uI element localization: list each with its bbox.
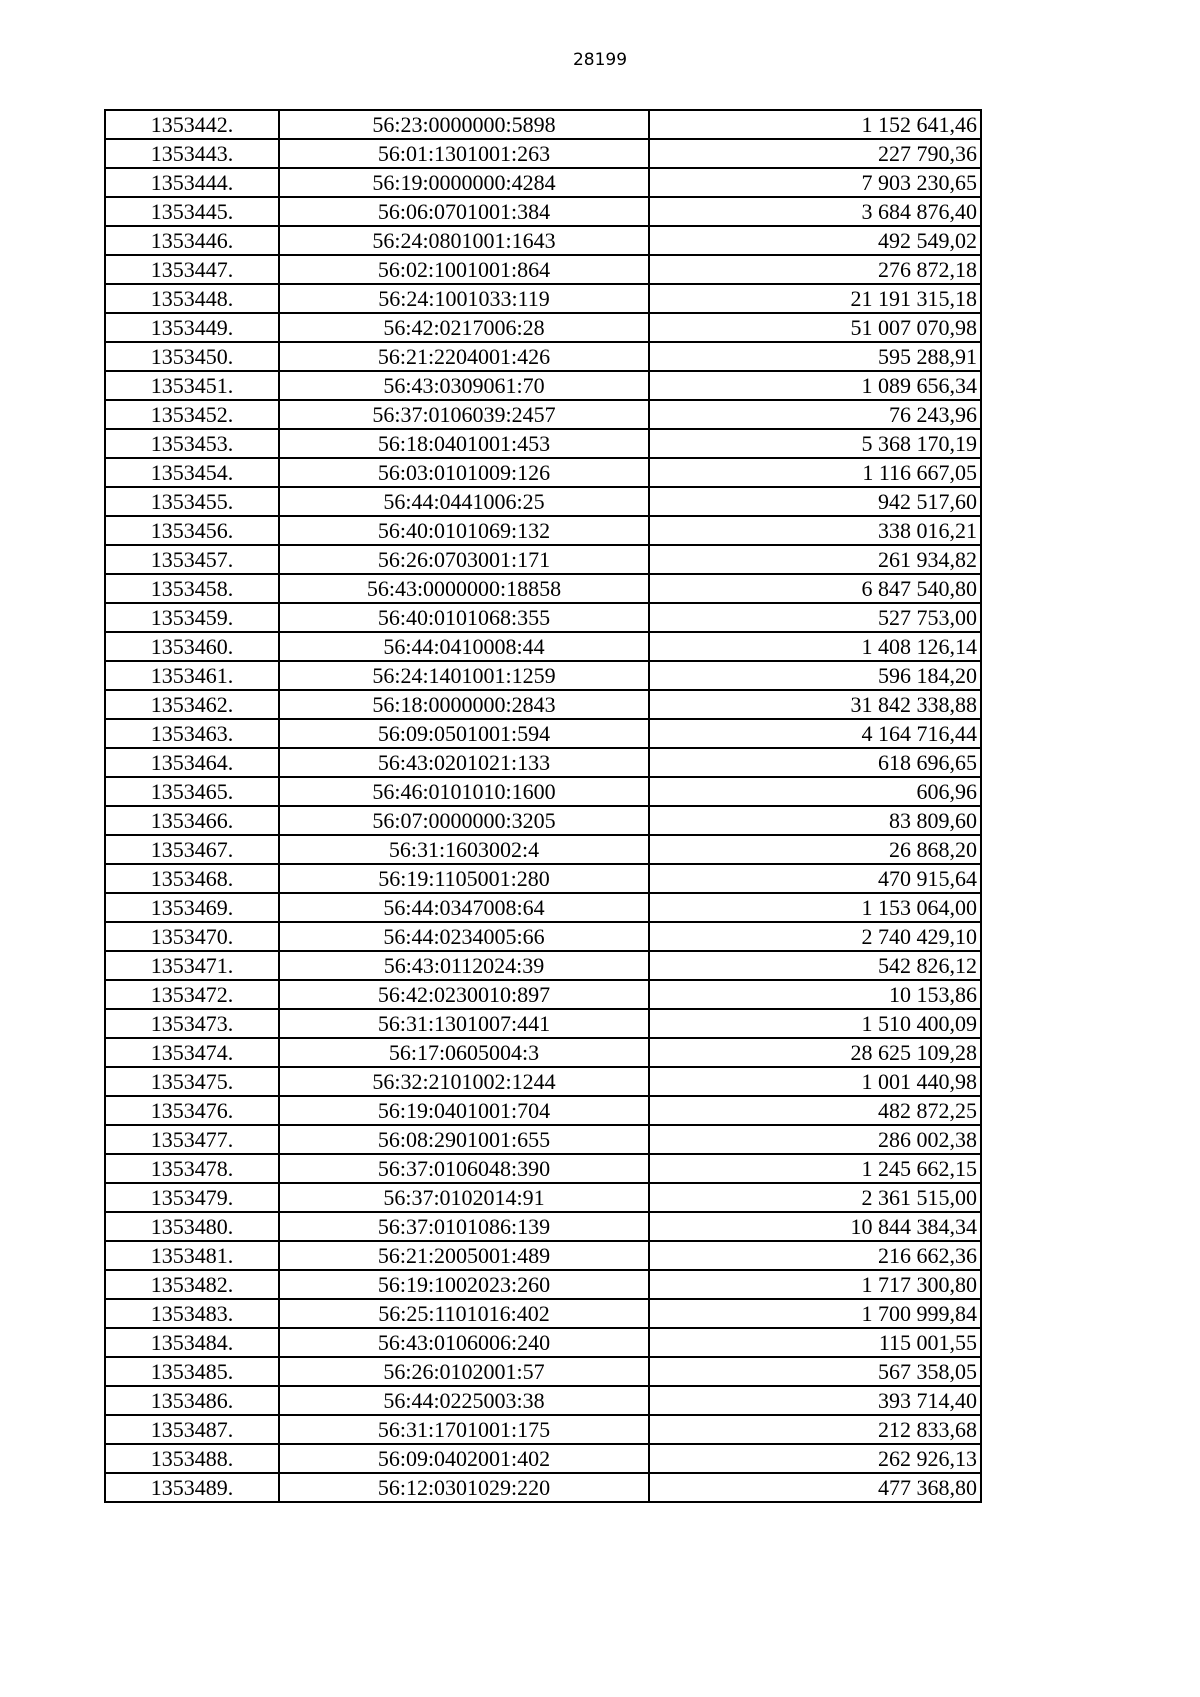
- row-number-cell: 1353459.: [105, 603, 279, 632]
- cadastral-number-cell: 56:42:0230010:897: [279, 980, 649, 1009]
- cadastral-value-cell: 262 926,13: [649, 1444, 981, 1473]
- cadastral-number-cell: 56:19:1002023:260: [279, 1270, 649, 1299]
- table-row: [105, 1415, 981, 1444]
- cadastral-value-cell: 567 358,05: [649, 1357, 981, 1386]
- cadastral-value-cell: 338 016,21: [649, 516, 981, 545]
- cadastral-number-cell: 56:17:0605004:3: [279, 1038, 649, 1067]
- cadastral-value-cell: 4 164 716,44: [649, 719, 981, 748]
- table-row: [105, 1270, 981, 1299]
- table-row: [105, 139, 981, 168]
- table-row: [105, 1386, 981, 1415]
- row-number-cell: 1353483.: [105, 1299, 279, 1328]
- table-row: [105, 835, 981, 864]
- cadastral-value-cell: 1 001 440,98: [649, 1067, 981, 1096]
- row-number-cell: 1353473.: [105, 1009, 279, 1038]
- cadastral-value-cell: 276 872,18: [649, 255, 981, 284]
- row-number-cell: 1353456.: [105, 516, 279, 545]
- cadastral-number-cell: 56:06:0701001:384: [279, 197, 649, 226]
- cadastral-number-cell: 56:21:2204001:426: [279, 342, 649, 371]
- cadastral-number-cell: 56:44:0225003:38: [279, 1386, 649, 1415]
- row-number-cell: 1353480.: [105, 1212, 279, 1241]
- cadastral-number-cell: 56:18:0401001:453: [279, 429, 649, 458]
- row-number-cell: 1353472.: [105, 980, 279, 1009]
- cadastral-number-cell: 56:31:1301007:441: [279, 1009, 649, 1038]
- row-number-cell: 1353474.: [105, 1038, 279, 1067]
- table-row: [105, 371, 981, 400]
- row-number-cell: 1353467.: [105, 835, 279, 864]
- table-row: [105, 864, 981, 893]
- row-number-cell: 1353461.: [105, 661, 279, 690]
- cadastral-number-cell: 56:43:0112024:39: [279, 951, 649, 980]
- cadastral-number-cell: 56:43:0106006:240: [279, 1328, 649, 1357]
- cadastral-number-cell: 56:44:0410008:44: [279, 632, 649, 661]
- table-row: [105, 1241, 981, 1270]
- row-number-cell: 1353463.: [105, 719, 279, 748]
- cadastral-number-cell: 56:37:0101086:139: [279, 1212, 649, 1241]
- cadastral-number-cell: 56:31:1603002:4: [279, 835, 649, 864]
- row-number-cell: 1353481.: [105, 1241, 279, 1270]
- cadastral-value-cell: 83 809,60: [649, 806, 981, 835]
- row-number-cell: 1353471.: [105, 951, 279, 980]
- cadastral-number-cell: 56:09:0402001:402: [279, 1444, 649, 1473]
- row-number-cell: 1353452.: [105, 400, 279, 429]
- table-row: [105, 429, 981, 458]
- cadastral-value-cell: 596 184,20: [649, 661, 981, 690]
- table-row: [105, 922, 981, 951]
- table-row: [105, 545, 981, 574]
- cadastral-value-cell: 542 826,12: [649, 951, 981, 980]
- cadastral-number-cell: 56:18:0000000:2843: [279, 690, 649, 719]
- cadastral-value-cell: 28 625 109,28: [649, 1038, 981, 1067]
- table-row: [105, 1038, 981, 1067]
- table-row: [105, 255, 981, 284]
- row-number-cell: 1353449.: [105, 313, 279, 342]
- table-row: [105, 719, 981, 748]
- cadastral-value-cell: 1 152 641,46: [649, 110, 981, 139]
- table-row: [105, 458, 981, 487]
- row-number-cell: 1353454.: [105, 458, 279, 487]
- cadastral-value-cell: 10 153,86: [649, 980, 981, 1009]
- table-row: [105, 226, 981, 255]
- cadastral-value-table: [104, 109, 982, 1503]
- row-number-cell: 1353479.: [105, 1183, 279, 1212]
- row-number-cell: 1353453.: [105, 429, 279, 458]
- cadastral-value-cell: 6 847 540,80: [649, 574, 981, 603]
- cadastral-number-cell: 56:42:0217006:28: [279, 313, 649, 342]
- table-row: [105, 951, 981, 980]
- table-row: [105, 342, 981, 371]
- cadastral-value-cell: 2 361 515,00: [649, 1183, 981, 1212]
- cadastral-value-cell: 2 740 429,10: [649, 922, 981, 951]
- row-number-cell: 1353451.: [105, 371, 279, 400]
- cadastral-value-cell: 393 714,40: [649, 1386, 981, 1415]
- row-number-cell: 1353469.: [105, 893, 279, 922]
- cadastral-number-cell: 56:07:0000000:3205: [279, 806, 649, 835]
- cadastral-number-cell: 56:25:1101016:402: [279, 1299, 649, 1328]
- table-row: [105, 487, 981, 516]
- cadastral-value-cell: 1 089 656,34: [649, 371, 981, 400]
- cadastral-number-cell: 56:37:0106039:2457: [279, 400, 649, 429]
- cadastral-number-cell: 56:26:0102001:57: [279, 1357, 649, 1386]
- cadastral-value-cell: 618 696,65: [649, 748, 981, 777]
- table-row: [105, 661, 981, 690]
- cadastral-value-cell: 606,96: [649, 777, 981, 806]
- cadastral-value-cell: 1 153 064,00: [649, 893, 981, 922]
- cadastral-number-cell: 56:02:1001001:864: [279, 255, 649, 284]
- table-row: [105, 574, 981, 603]
- cadastral-number-cell: 56:12:0301029:220: [279, 1473, 649, 1502]
- row-number-cell: 1353442.: [105, 110, 279, 139]
- table-row: [105, 313, 981, 342]
- table-row: [105, 1154, 981, 1183]
- row-number-cell: 1353455.: [105, 487, 279, 516]
- row-number-cell: 1353444.: [105, 168, 279, 197]
- row-number-cell: 1353450.: [105, 342, 279, 371]
- row-number-cell: 1353466.: [105, 806, 279, 835]
- table-row: [105, 168, 981, 197]
- cadastral-value-cell: 1 510 400,09: [649, 1009, 981, 1038]
- cadastral-number-cell: 56:32:2101002:1244: [279, 1067, 649, 1096]
- cadastral-number-cell: 56:24:0801001:1643: [279, 226, 649, 255]
- row-number-cell: 1353475.: [105, 1067, 279, 1096]
- row-number-cell: 1353489.: [105, 1473, 279, 1502]
- table-row: [105, 806, 981, 835]
- cadastral-value-cell: 1 700 999,84: [649, 1299, 981, 1328]
- table-row: [105, 690, 981, 719]
- table-row: [105, 197, 981, 226]
- cadastral-number-cell: 56:40:0101069:132: [279, 516, 649, 545]
- table-row: [105, 1096, 981, 1125]
- row-number-cell: 1353468.: [105, 864, 279, 893]
- cadastral-number-cell: 56:19:0000000:4284: [279, 168, 649, 197]
- cadastral-value-cell: 5 368 170,19: [649, 429, 981, 458]
- row-number-cell: 1353457.: [105, 545, 279, 574]
- table-row: [105, 1299, 981, 1328]
- cadastral-number-cell: 56:24:1401001:1259: [279, 661, 649, 690]
- table-body: [105, 110, 981, 1502]
- cadastral-number-cell: 56:08:2901001:655: [279, 1125, 649, 1154]
- table-row: [105, 1125, 981, 1154]
- row-number-cell: 1353464.: [105, 748, 279, 777]
- row-number-cell: 1353445.: [105, 197, 279, 226]
- cadastral-number-cell: 56:37:0102014:91: [279, 1183, 649, 1212]
- cadastral-number-cell: 56:37:0106048:390: [279, 1154, 649, 1183]
- row-number-cell: 1353487.: [105, 1415, 279, 1444]
- cadastral-number-cell: 56:46:0101010:1600: [279, 777, 649, 806]
- table-row: [105, 284, 981, 313]
- cadastral-number-cell: 56:43:0000000:18858: [279, 574, 649, 603]
- cadastral-value-cell: 115 001,55: [649, 1328, 981, 1357]
- cadastral-value-cell: 7 903 230,65: [649, 168, 981, 197]
- row-number-cell: 1353486.: [105, 1386, 279, 1415]
- cadastral-value-cell: 1 408 126,14: [649, 632, 981, 661]
- table-row: [105, 1444, 981, 1473]
- cadastral-number-cell: 56:23:0000000:5898: [279, 110, 649, 139]
- cadastral-number-cell: 56:31:1701001:175: [279, 1415, 649, 1444]
- row-number-cell: 1353488.: [105, 1444, 279, 1473]
- table-row: [105, 1212, 981, 1241]
- row-number-cell: 1353465.: [105, 777, 279, 806]
- table-row: [105, 632, 981, 661]
- row-number-cell: 1353482.: [105, 1270, 279, 1299]
- cadastral-value-cell: 470 915,64: [649, 864, 981, 893]
- cadastral-number-cell: 56:43:0309061:70: [279, 371, 649, 400]
- table-row: [105, 1473, 981, 1502]
- row-number-cell: 1353485.: [105, 1357, 279, 1386]
- cadastral-number-cell: 56:19:1105001:280: [279, 864, 649, 893]
- cadastral-number-cell: 56:21:2005001:489: [279, 1241, 649, 1270]
- cadastral-value-cell: 3 684 876,40: [649, 197, 981, 226]
- cadastral-value-cell: 492 549,02: [649, 226, 981, 255]
- cadastral-value-cell: 76 243,96: [649, 400, 981, 429]
- cadastral-value-cell: 595 288,91: [649, 342, 981, 371]
- page-number: 28199: [572, 50, 628, 70]
- table-row: [105, 980, 981, 1009]
- cadastral-value-cell: 26 868,20: [649, 835, 981, 864]
- row-number-cell: 1353458.: [105, 574, 279, 603]
- cadastral-number-cell: 56:03:0101009:126: [279, 458, 649, 487]
- cadastral-value-cell: 227 790,36: [649, 139, 981, 168]
- table-row: [105, 1009, 981, 1038]
- cadastral-value-cell: 942 517,60: [649, 487, 981, 516]
- row-number-cell: 1353484.: [105, 1328, 279, 1357]
- cadastral-number-cell: 56:44:0441006:25: [279, 487, 649, 516]
- cadastral-number-cell: 56:19:0401001:704: [279, 1096, 649, 1125]
- table-row: [105, 1328, 981, 1357]
- cadastral-value-cell: 477 368,80: [649, 1473, 981, 1502]
- row-number-cell: 1353443.: [105, 139, 279, 168]
- cadastral-value-cell: 286 002,38: [649, 1125, 981, 1154]
- row-number-cell: 1353477.: [105, 1125, 279, 1154]
- cadastral-value-cell: 482 872,25: [649, 1096, 981, 1125]
- cadastral-number-cell: 56:09:0501001:594: [279, 719, 649, 748]
- row-number-cell: 1353476.: [105, 1096, 279, 1125]
- cadastral-value-cell: 31 842 338,88: [649, 690, 981, 719]
- cadastral-value-cell: 261 934,82: [649, 545, 981, 574]
- table-row: [105, 1067, 981, 1096]
- cadastral-value-cell: 51 007 070,98: [649, 313, 981, 342]
- cadastral-value-cell: 1 116 667,05: [649, 458, 981, 487]
- cadastral-value-cell: 1 245 662,15: [649, 1154, 981, 1183]
- cadastral-value-cell: 10 844 384,34: [649, 1212, 981, 1241]
- row-number-cell: 1353448.: [105, 284, 279, 313]
- cadastral-number-cell: 56:26:0703001:171: [279, 545, 649, 574]
- cadastral-number-cell: 56:43:0201021:133: [279, 748, 649, 777]
- cadastral-value-cell: 527 753,00: [649, 603, 981, 632]
- table-row: [105, 603, 981, 632]
- cadastral-value-cell: 212 833,68: [649, 1415, 981, 1444]
- table-row: [105, 400, 981, 429]
- row-number-cell: 1353447.: [105, 255, 279, 284]
- cadastral-value-cell: 1 717 300,80: [649, 1270, 981, 1299]
- row-number-cell: 1353470.: [105, 922, 279, 951]
- table-row: [105, 748, 981, 777]
- cadastral-number-cell: 56:40:0101068:355: [279, 603, 649, 632]
- cadastral-value-cell: 216 662,36: [649, 1241, 981, 1270]
- row-number-cell: 1353462.: [105, 690, 279, 719]
- row-number-cell: 1353460.: [105, 632, 279, 661]
- cadastral-number-cell: 56:01:1301001:263: [279, 139, 649, 168]
- cadastral-number-cell: 56:44:0234005:66: [279, 922, 649, 951]
- table-row: [105, 777, 981, 806]
- table-row: [105, 516, 981, 545]
- row-number-cell: 1353446.: [105, 226, 279, 255]
- table-row: [105, 893, 981, 922]
- cadastral-number-cell: 56:24:1001033:119: [279, 284, 649, 313]
- cadastral-value-cell: 21 191 315,18: [649, 284, 981, 313]
- table-row: [105, 1183, 981, 1212]
- cadastral-number-cell: 56:44:0347008:64: [279, 893, 649, 922]
- row-number-cell: 1353478.: [105, 1154, 279, 1183]
- table-row: [105, 110, 981, 139]
- table-row: [105, 1357, 981, 1386]
